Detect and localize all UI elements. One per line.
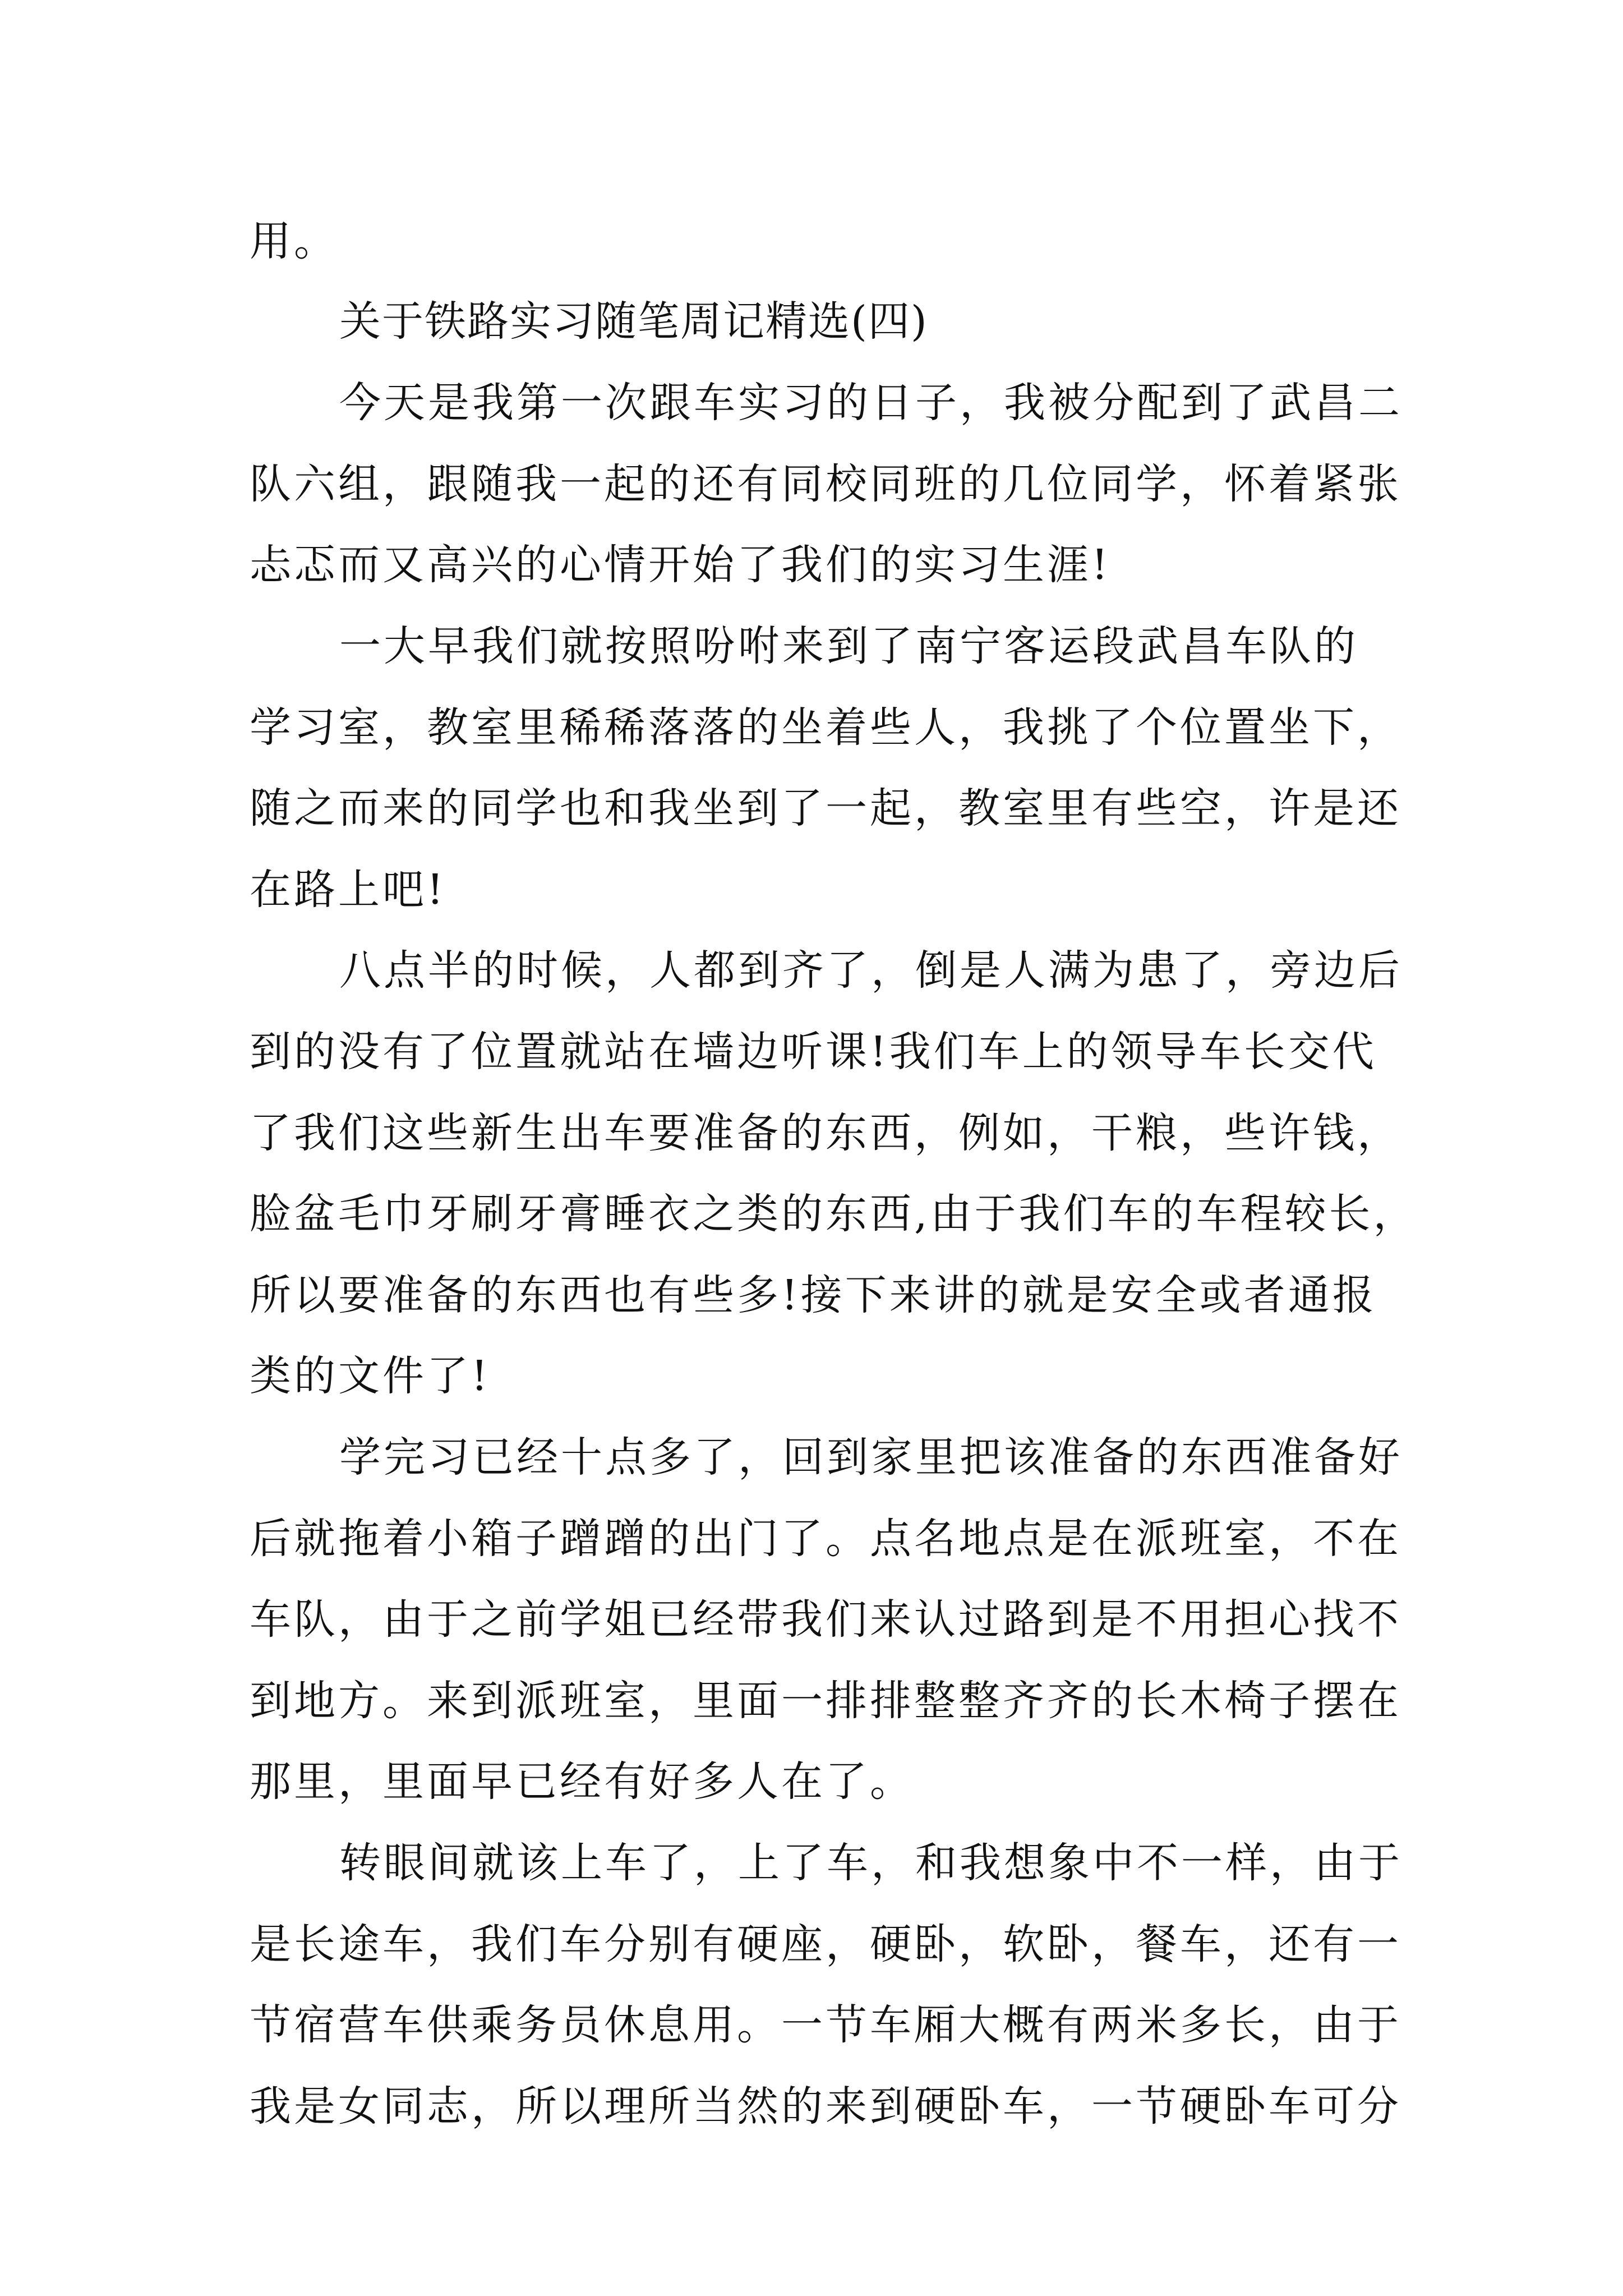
section-title: 关于铁路实习随笔周记精选(四): [339, 297, 928, 346]
text-line: 用。: [250, 217, 338, 265]
text-line: 转眼间就该上车了，上了车，和我想象中不一样，由于: [339, 1839, 1403, 1887]
text-line: 随之而来的同学也和我坐到了一起，教室里有些空，许是还: [250, 784, 1401, 832]
text-line: 所以要准备的东西也有些多!接下来讲的就是安全或者通报: [250, 1271, 1377, 1319]
text-line: 学完习已经十点多了，回到家里把该准备的东西准备好: [339, 1433, 1403, 1481]
text-line: 后就拖着小箱子蹭蹭的出门了。点名地点是在派班室，不在: [250, 1515, 1401, 1563]
text-line: 到地方。来到派班室，里面一排排整整齐齐的长木椅子摆在: [250, 1677, 1401, 1725]
text-line: 节宿营车供乘务员休息用。一节车厢大概有两米多长，由于: [250, 2001, 1401, 2049]
text-line: 是长途车，我们车分别有硬座，硬卧，软卧，餐车，还有一: [250, 1920, 1401, 1968]
text-line: 类的文件了!: [250, 1352, 491, 1400]
text-line: 到的没有了位置就站在墙边听课!我们车上的领导车长交代: [250, 1028, 1377, 1076]
text-line: 忐忑而又高兴的心情开始了我们的实习生涯!: [250, 541, 1111, 589]
text-line: 今天是我第一次跟车实习的日子，我被分配到了武昌二: [339, 379, 1403, 427]
text-line: 车队，由于之前学姐已经带我们来认过路到是不用担心找不: [250, 1595, 1401, 1644]
text-line: 学习室，教室里稀稀落落的坐着些人，我挑了个位置坐下，: [250, 703, 1401, 752]
text-line: 一大早我们就按照吩咐来到了南宁客运段武昌车队的: [339, 622, 1358, 670]
text-line: 了我们这些新生出车要准备的东西，例如，干粮，些许钱，: [250, 1109, 1401, 1157]
text-line: 在路上吧!: [250, 866, 446, 914]
text-line: 我是女同志，所以理所当然的来到硬卧车，一节硬卧车可分: [250, 2082, 1401, 2131]
text-line: 脸盆毛巾牙刷牙膏睡衣之类的东西,由于我们车的车程较长，: [250, 1190, 1418, 1238]
text-line: 那里，里面早已经有好多人在了。: [250, 1757, 914, 1806]
text-line: 队六组，跟随我一起的还有同校同班的几位同学，怀着紧张: [250, 460, 1401, 508]
text-line: 八点半的时候，人都到齐了，倒是人满为患了，旁边后: [339, 946, 1403, 995]
